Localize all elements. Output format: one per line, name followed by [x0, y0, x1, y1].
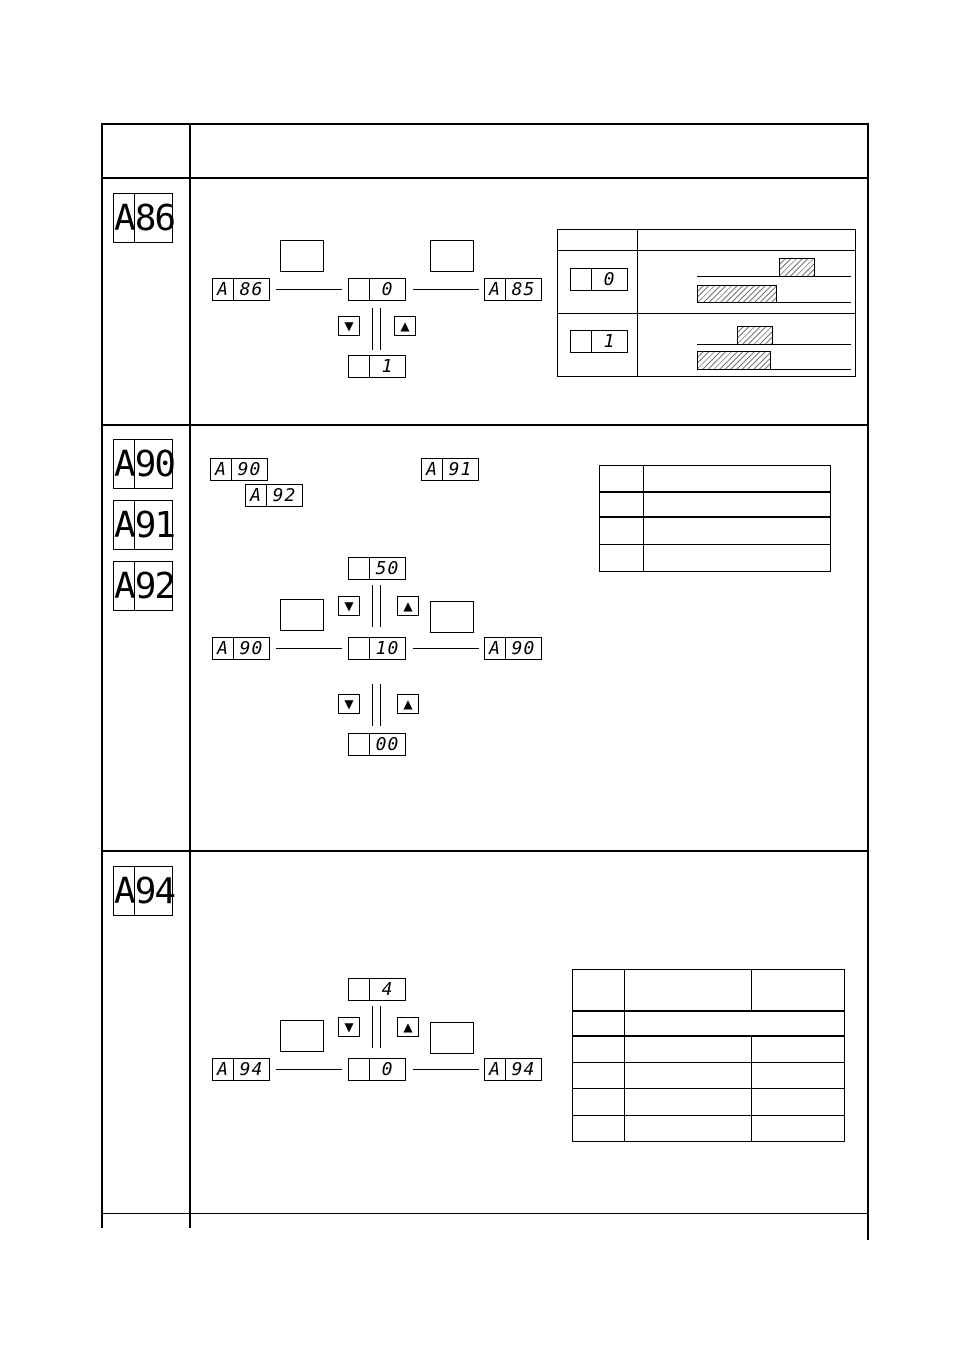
- code-display-a90: A 90: [113, 439, 173, 489]
- option-table-a94-row-4: [572, 1088, 845, 1089]
- timing-row-1-line-a: [697, 344, 851, 345]
- timing-row-0-line-a: [697, 276, 851, 277]
- left-key-box: [280, 1020, 324, 1052]
- up-arrow-icon: ▲: [397, 596, 419, 616]
- right-key-box: [430, 240, 474, 272]
- prev-display-a94: A 94: [212, 1058, 270, 1081]
- next-display-a94: A 94: [484, 1058, 542, 1081]
- option-table-a94-col-2b: [751, 1035, 752, 1142]
- option-table-a94-col-1: [624, 969, 625, 1142]
- timing-row-1-pulse-b: [697, 351, 771, 370]
- lower-arrow-line-right-a90: [380, 684, 381, 726]
- option-table-a90-row-1: [599, 491, 831, 493]
- option-table-a94: [572, 969, 845, 1142]
- arrow-line-right: [380, 308, 381, 350]
- option-table-a94-row-3: [572, 1062, 845, 1063]
- alt-value-display-a86: 1: [348, 355, 406, 378]
- prev-display-a86: A 86: [212, 278, 270, 301]
- option-table-a94-col-2a: [751, 969, 752, 1010]
- upper-arrow-line-left-a90: [372, 585, 373, 627]
- row-border-1: [101, 424, 869, 426]
- option-table-a90-row-2: [599, 516, 831, 518]
- option-table-a90-col: [643, 465, 644, 572]
- right-key-box: [430, 601, 474, 633]
- timing-row-1-display: 1: [570, 330, 628, 353]
- arrow-line-left: [372, 308, 373, 350]
- upper-value-display-a94: 4: [348, 978, 406, 1001]
- code-display-a94: A 94: [113, 866, 173, 916]
- down-arrow-icon: ▼: [338, 596, 360, 616]
- connector-right: [413, 289, 479, 290]
- timing-row-0-display: 0: [570, 268, 628, 291]
- option-table-a94-row-2: [572, 1035, 845, 1037]
- timing-table-row-line: [557, 313, 856, 314]
- option-table-a94-row-1: [572, 1010, 845, 1012]
- row-border-2: [101, 850, 869, 852]
- table-left-border: [101, 123, 103, 1228]
- down-arrow-icon: ▼: [338, 316, 360, 336]
- value-display-a86: 0: [348, 278, 406, 301]
- prev-display-a90: A 90: [212, 637, 270, 660]
- timing-row-0-pulse-a: [779, 258, 815, 277]
- option-table-a90: [599, 465, 831, 572]
- option-table-a94-row-5: [572, 1115, 845, 1116]
- next-display-a90: A 90: [484, 637, 542, 660]
- inline-display-a92: A 92: [245, 484, 303, 507]
- connector-right-a94: [413, 1069, 479, 1070]
- connector-left-a94: [276, 1069, 342, 1070]
- up-arrow-icon: ▲: [397, 1017, 419, 1037]
- down-arrow-icon: ▼: [338, 1017, 360, 1037]
- down-arrow-icon: ▼: [338, 694, 360, 714]
- value-display-a94: 0: [348, 1058, 406, 1081]
- left-key-box: [280, 240, 324, 272]
- value-display-a90: 10: [348, 637, 406, 660]
- timing-row-1-pulse-a: [737, 326, 773, 345]
- right-key-box: [430, 1022, 474, 1054]
- timing-table-header-line: [557, 250, 856, 251]
- connector-right-a90: [413, 648, 479, 649]
- lower-value-display-a90: 00: [348, 733, 406, 756]
- lower-arrow-line-left-a90: [372, 684, 373, 726]
- left-key-box: [280, 599, 324, 631]
- connector-left-a90: [276, 648, 342, 649]
- connector-left: [276, 289, 342, 290]
- timing-row-0-pulse-b: [697, 285, 777, 303]
- header-row-border: [101, 177, 869, 179]
- table-column-divider: [189, 123, 191, 1228]
- upper-arrow-line-right-a90: [380, 585, 381, 627]
- option-table-a90-row-3: [599, 544, 831, 545]
- table-top-border: [101, 123, 869, 125]
- code-display-a91: A 91: [113, 500, 173, 550]
- next-display-a86: A 85: [484, 278, 542, 301]
- code-display-a86: A 86: [113, 193, 173, 243]
- timing-table-col-line: [637, 229, 638, 377]
- up-arrow-icon: ▲: [397, 694, 419, 714]
- row-border-3: [101, 1213, 869, 1214]
- arrow-line-left-a94: [372, 1006, 373, 1048]
- inline-display-a91: A 91: [421, 458, 479, 481]
- upper-value-display-a90: 50: [348, 557, 406, 580]
- inline-display-a90: A 90: [210, 458, 268, 481]
- arrow-line-right-a94: [380, 1006, 381, 1048]
- code-display-a92: A 92: [113, 561, 173, 611]
- table-right-border: [867, 123, 869, 1240]
- up-arrow-icon: ▲: [394, 316, 416, 336]
